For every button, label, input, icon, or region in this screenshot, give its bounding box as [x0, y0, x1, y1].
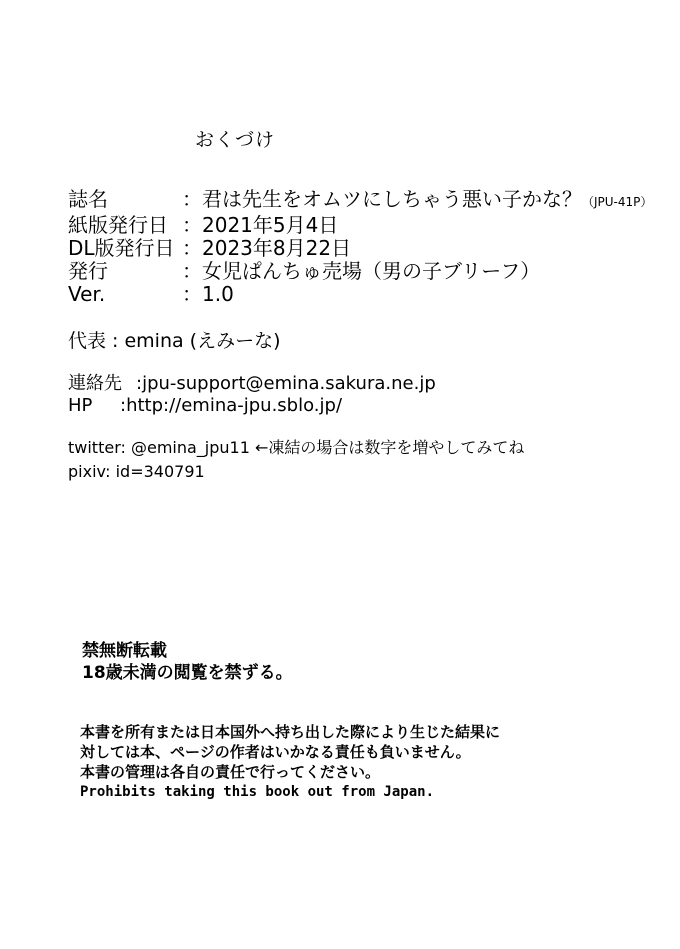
paper-date-value: ：2021年5月4日 [182, 213, 339, 237]
disclaimer-line-english: Prohibits taking this book out from Japan. [80, 784, 435, 800]
email-row [68, 373, 436, 395]
homepage-label: HP [68, 395, 93, 416]
paper-date-label: 紙版発行日 [68, 213, 168, 237]
disclaimer-notice [80, 722, 500, 802]
paper-date-row [68, 214, 652, 237]
contact-block [68, 373, 436, 417]
no-reprint-line: 禁無断転載 [82, 641, 167, 661]
prohibition-notice [82, 640, 293, 684]
title-row [68, 188, 652, 214]
title-code: （JPU-41P） [582, 195, 653, 209]
social-block [68, 436, 524, 484]
title-value [182, 188, 652, 214]
publisher-value: ：女児ぱんちゅ売場（男の子ブリーフ） [182, 259, 541, 283]
dl-date-value: ：2023年8月22日 [182, 236, 352, 260]
publisher-row [68, 260, 652, 283]
version-value: ：1.0 [182, 282, 234, 306]
version-row [68, 283, 652, 306]
publisher-label: 発行 [68, 259, 108, 283]
representative: 代表 : emina (えみーな) [68, 330, 281, 352]
dl-date-row [68, 237, 652, 260]
disclaimer-line-3: 本書の管理は各自の責任で行ってください。 [80, 763, 381, 781]
version-label: Ver. [68, 282, 106, 306]
email-label: 連絡先 [68, 373, 122, 394]
age-restriction-line: 18歳未満の閲覧を禁ずる。 [82, 663, 293, 683]
email-value: :jpu-support@emina.sakura.ne.jp [136, 373, 436, 394]
dl-date-label: DL版発行日 [68, 236, 175, 260]
title-label: 誌名 [68, 187, 108, 211]
homepage-url: :http://emina-jpu.sblo.jp/ [120, 395, 343, 416]
disclaimer-line-2: 対しては本、ページの作者はいかなる責任も負いません。 [80, 743, 471, 761]
page-heading: おくづけ [195, 129, 276, 151]
colophon-info [68, 188, 652, 306]
homepage-row [68, 395, 436, 417]
pixiv-line: pixiv: id=340791 [68, 462, 205, 481]
disclaimer-line-1: 本書を所有または日本国外へ持ち出した際により生じた結果に [80, 723, 501, 741]
twitter-line: twitter: @emina_jpu11 ←凍結の場合は数字を増やしてみてね [68, 438, 525, 457]
title-text: ：君は先生をオムツにしちゃう悪い子かな？ [182, 187, 582, 211]
